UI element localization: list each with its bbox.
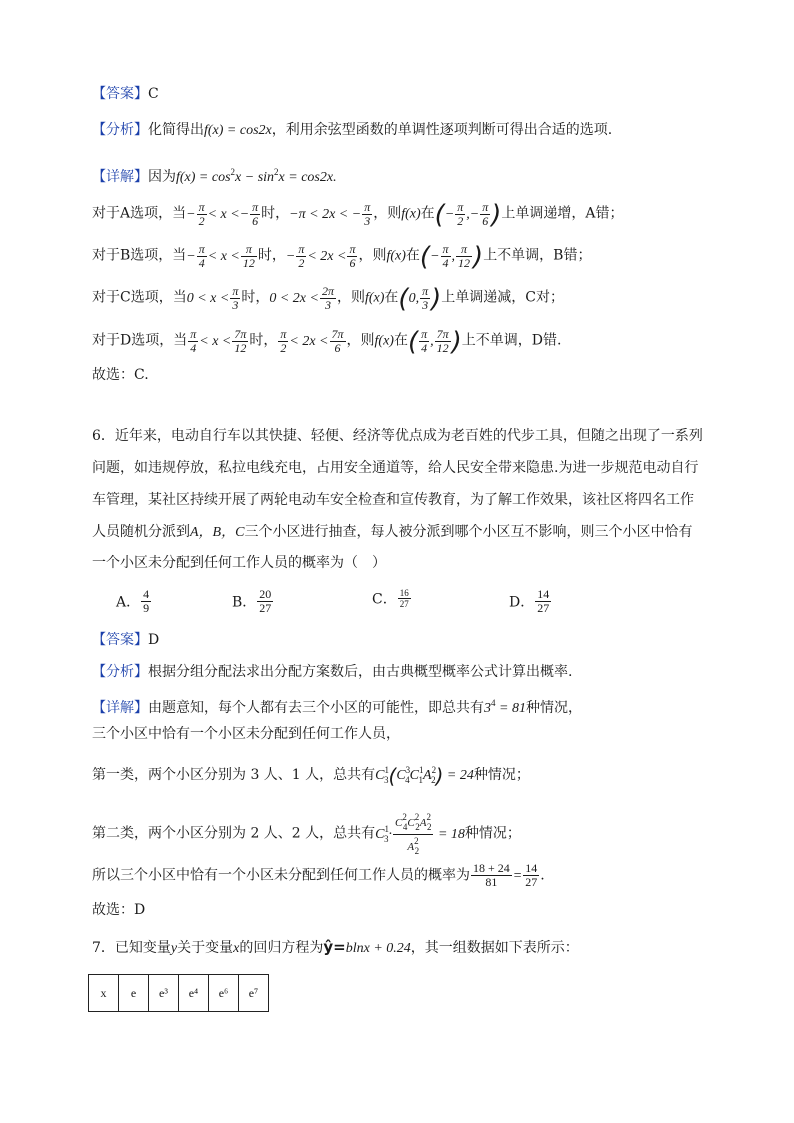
formula-part-b: x − sin — [235, 170, 275, 185]
q5-option-a-line — [92, 201, 624, 228]
q6-option-d[interactable] — [509, 588, 552, 615]
q5-analysis-line — [92, 120, 612, 141]
table-cell: x — [89, 975, 119, 1012]
q5-option-b-line — [92, 243, 591, 270]
q7-stem-post: ，其一组数据如下表所示： — [410, 940, 579, 956]
answer-tag: 【答案】 — [92, 632, 148, 648]
case2-combinatorics: $C^1_3\cdot$ $\frac{C^2_4C^2_2A^2_2}{A^2_2}$ = 18 — [375, 812, 465, 856]
q6-case1-line — [92, 760, 530, 790]
q6-case2-line — [92, 811, 521, 858]
q5-choose: 故选：C. — [92, 367, 149, 383]
opt-a-fx: f(x) — [401, 206, 421, 222]
q6-analysis-line — [92, 662, 572, 682]
detail-eq: = 81 — [495, 701, 526, 716]
prob-rden: 27 — [525, 875, 538, 889]
prob-rnum: 14 — [525, 861, 538, 875]
case2-mid: 2 人、2 人，总共有 — [246, 825, 376, 842]
var-y: y — [170, 941, 178, 956]
detail-text: 因为 — [148, 169, 176, 185]
square-sup: 2 — [274, 167, 279, 177]
case1-combinatorics: $C^1_3(C^3_4C^1_1A^2_2) = 24$ — [375, 763, 474, 788]
q5-answer-line — [92, 84, 159, 104]
q6-choose: 故选：D — [92, 902, 146, 918]
prob-den: 81 — [485, 875, 498, 889]
q7-stem — [92, 937, 579, 959]
formula-part-a: f(x) = cos — [176, 170, 231, 185]
analysis-formula: f(x) = cos2x — [204, 123, 272, 138]
q6-stem-line-2: 问题，如违规停放，私拉电线充电，占用安全通道等，给人民安全带来隐患.为进一步规范电动自行 — [92, 460, 699, 476]
answer-value: C — [148, 86, 159, 102]
opt-b-in: 在 — [405, 247, 420, 264]
option-num: 16 — [399, 588, 409, 598]
table-cell: e³ — [149, 975, 179, 1012]
q6-option-a[interactable] — [116, 588, 152, 615]
option-label: B． — [232, 594, 257, 611]
option-den: 9 — [143, 601, 150, 615]
stem-line-4-post: 三个小区进行抽查，每人被分派到哪个小区互不影响，则三个小区中恰有 — [244, 524, 693, 540]
opt-c-range2: 0 < 2x < $\frac{2\pi}{3}$ — [269, 284, 334, 312]
q6-case-line: 三个小区中恰有一个小区未分配到任何工作人员， — [92, 726, 400, 742]
opt-b-fx: f(x) — [386, 248, 406, 264]
detail-base: 3 — [484, 701, 491, 716]
case1-pre: 第一类，两个小区分别为 — [92, 767, 246, 783]
case2-pre: 第二类，两个小区分别为 — [92, 825, 246, 842]
opt-a-range1: − $\frac{\pi}{2}$ < x <− $\frac{\pi}{6}$ — [186, 200, 259, 228]
opt-d-post: 上不单调，D错. — [461, 332, 562, 349]
detail-tag: 【详解】 — [92, 169, 148, 185]
table-cell: e⁶ — [209, 975, 239, 1012]
q6-stem-line-1: 6．近年来，电动自行车以其快捷、轻便、经济等优点成为老百姓的代步工具，但随之出现了一系列 — [92, 428, 703, 444]
detail-formula — [176, 167, 337, 185]
opt-d-interval: ( $\frac{\pi}{4}$ , $\frac{7\pi}{12}$ ) — [407, 326, 462, 357]
analysis-text-post: ，利用余弦型函数的单调性逐项判断可得出合适的选项. — [271, 122, 613, 138]
option-den: 27 — [399, 599, 409, 609]
opt-a-range2: −π < 2x < − $\frac{\pi}{3}$ — [289, 200, 371, 228]
table-cell: e⁴ — [179, 975, 209, 1012]
opt-c-interval: (0, $\frac{\pi}{3}$ ) — [398, 283, 442, 314]
analysis-text: 化简得出 — [148, 122, 204, 138]
q6-detail-line — [92, 693, 582, 719]
q7-data-table — [88, 974, 269, 1012]
opt-d-pre: 对于D选项，当 — [92, 332, 188, 349]
opt-c-range1-text: 0 < x < — [186, 290, 230, 306]
q6-answer-line — [92, 630, 159, 650]
opt-c-then: ，则 — [336, 289, 365, 306]
q7-stem-pre: 7．已知变量 — [92, 940, 171, 956]
table-cell: e — [119, 975, 149, 1012]
stem-line-4-pre: 人员随机分派到 — [92, 524, 190, 540]
formula-part-c: x = cos2x. — [278, 170, 337, 185]
analysis-text: 根据分组分配法求出分配方案数后，由古典概型概率公式计算出概率. — [148, 664, 573, 680]
option-num: 20 — [259, 587, 272, 601]
opt-d-range2: $\frac{\pi}{2}$ < 2x < $\frac{7\pi}{6}$ — [280, 327, 344, 355]
q6-option-c[interactable] — [372, 588, 412, 609]
opt-b-range2: − $\frac{\pi}{2}$ < 2x < $\frac{\pi}{6}$ — [285, 242, 356, 270]
option-num: 14 — [537, 587, 550, 601]
opt-c-range1: 0 < x < $\frac{\pi}{3}$ — [186, 284, 239, 312]
opt-d-mid: 时， — [249, 332, 278, 349]
opt-a-pre: 对于A选项，当 — [92, 205, 187, 222]
opt-d-range1: $\frac{\pi}{4}$ < x < $\frac{7\pi}{12}$ — [190, 327, 247, 355]
q5-option-c-line — [92, 285, 564, 312]
q5-option-d-line — [92, 328, 561, 355]
answer-tag: 【答案】 — [92, 86, 148, 102]
prob-num: 18 + 24 — [473, 861, 510, 875]
q7-stem-mid1: 关于变量 — [177, 940, 234, 956]
detail-exp: 4 — [491, 698, 496, 708]
case1-result: = 24 — [446, 768, 474, 783]
var-x: x — [233, 941, 240, 956]
opt-b-interval: (− $\frac{\pi}{4}$ , $\frac{\pi}{12}$ ) — [419, 241, 484, 272]
opt-a-interval: (− $\frac{\pi}{2}$ ,− $\frac{\pi}{6}$ ) — [434, 199, 502, 230]
opt-c-in: 在 — [384, 289, 399, 306]
case1-post: 种情况； — [473, 767, 530, 783]
opt-a-in: 在 — [420, 205, 435, 222]
opt-b-pre: 对于B选项，当 — [92, 247, 187, 264]
detail-tag: 【详解】 — [92, 700, 148, 716]
option-label: A． — [116, 594, 141, 611]
option-den: 27 — [537, 601, 550, 615]
table-row — [89, 975, 269, 1012]
option-den: 27 — [259, 601, 272, 615]
prob-pre: 所以三个小区中恰有一个小区未分配到任何工作人员的概率为 — [92, 867, 470, 884]
table-cell: e⁷ — [239, 975, 269, 1012]
q6-stem-line-3: 车管理，某社区持续开展了两轮电动车安全检查和宣传教育，为了解工作效果，该社区将四名工作 — [92, 492, 694, 508]
case2-post: 种情况； — [464, 825, 521, 842]
q6-stem-line-5: 一个小区未分配到任何工作人员的概率为（ ） — [92, 555, 386, 571]
y-hat-symbol: ŷ= — [323, 938, 346, 956]
prob-eq: = — [512, 868, 523, 884]
opt-c-pre: 对于C选项，当 — [92, 289, 187, 306]
opt-a-post: 上单调递增，A错； — [501, 205, 624, 222]
detail-formula — [484, 698, 526, 716]
opt-c-mid: 时， — [241, 289, 270, 306]
option-label: C． — [372, 591, 397, 608]
option-label: D． — [509, 594, 535, 611]
opt-c-range2-text: 0 < 2x < — [269, 290, 319, 306]
q6-stem-line-4 — [92, 522, 692, 543]
option-num: 4 — [143, 587, 150, 601]
detail-post: 种情况， — [525, 700, 582, 716]
q6-option-b[interactable] — [232, 588, 274, 615]
opt-c-post: 上单调递减，C对； — [441, 289, 564, 306]
q6-prob-line: 所以三个小区中恰有一个小区未分配到任何工作人员的概率为 $\frac{18 + 24}{81}$ = $\frac{14}{27}$ . — [92, 861, 545, 889]
square-sup: 2 — [230, 167, 236, 177]
opt-b-post: 上不单调，B错； — [483, 247, 592, 264]
opt-c-fx: f(x) — [364, 290, 385, 306]
opt-d-fx: f(x) — [374, 333, 394, 349]
q5-detail-line — [92, 162, 337, 188]
q7-stem-mid2: 的回归方程为 — [239, 940, 324, 956]
stem-line-4-abc: A，B，C — [190, 525, 245, 540]
opt-b-mid: 时， — [257, 247, 286, 264]
analysis-tag: 【分析】 — [92, 664, 148, 680]
opt-a-then: ，则 — [373, 205, 402, 222]
regression-eq: blnx + 0.24 — [345, 941, 411, 956]
analysis-tag: 【分析】 — [92, 122, 148, 138]
opt-d-in: 在 — [393, 332, 408, 349]
detail-text: 由题意知，每个人都有去三个小区的可能性，即总共有 — [148, 700, 484, 716]
answer-value: D — [148, 632, 160, 648]
case2-result: = 18 — [437, 826, 465, 842]
opt-a-mid: 时， — [261, 205, 290, 222]
opt-a-range2-text: −π < 2x < − — [289, 206, 362, 222]
opt-d-then: ，则 — [346, 332, 375, 349]
case1-mid: 3 人、1 人，总共有 — [246, 767, 376, 783]
opt-b-range1: − $\frac{\pi}{4}$ < x < $\frac{\pi}{12}$ — [186, 242, 255, 270]
opt-b-then: ，则 — [358, 247, 387, 264]
